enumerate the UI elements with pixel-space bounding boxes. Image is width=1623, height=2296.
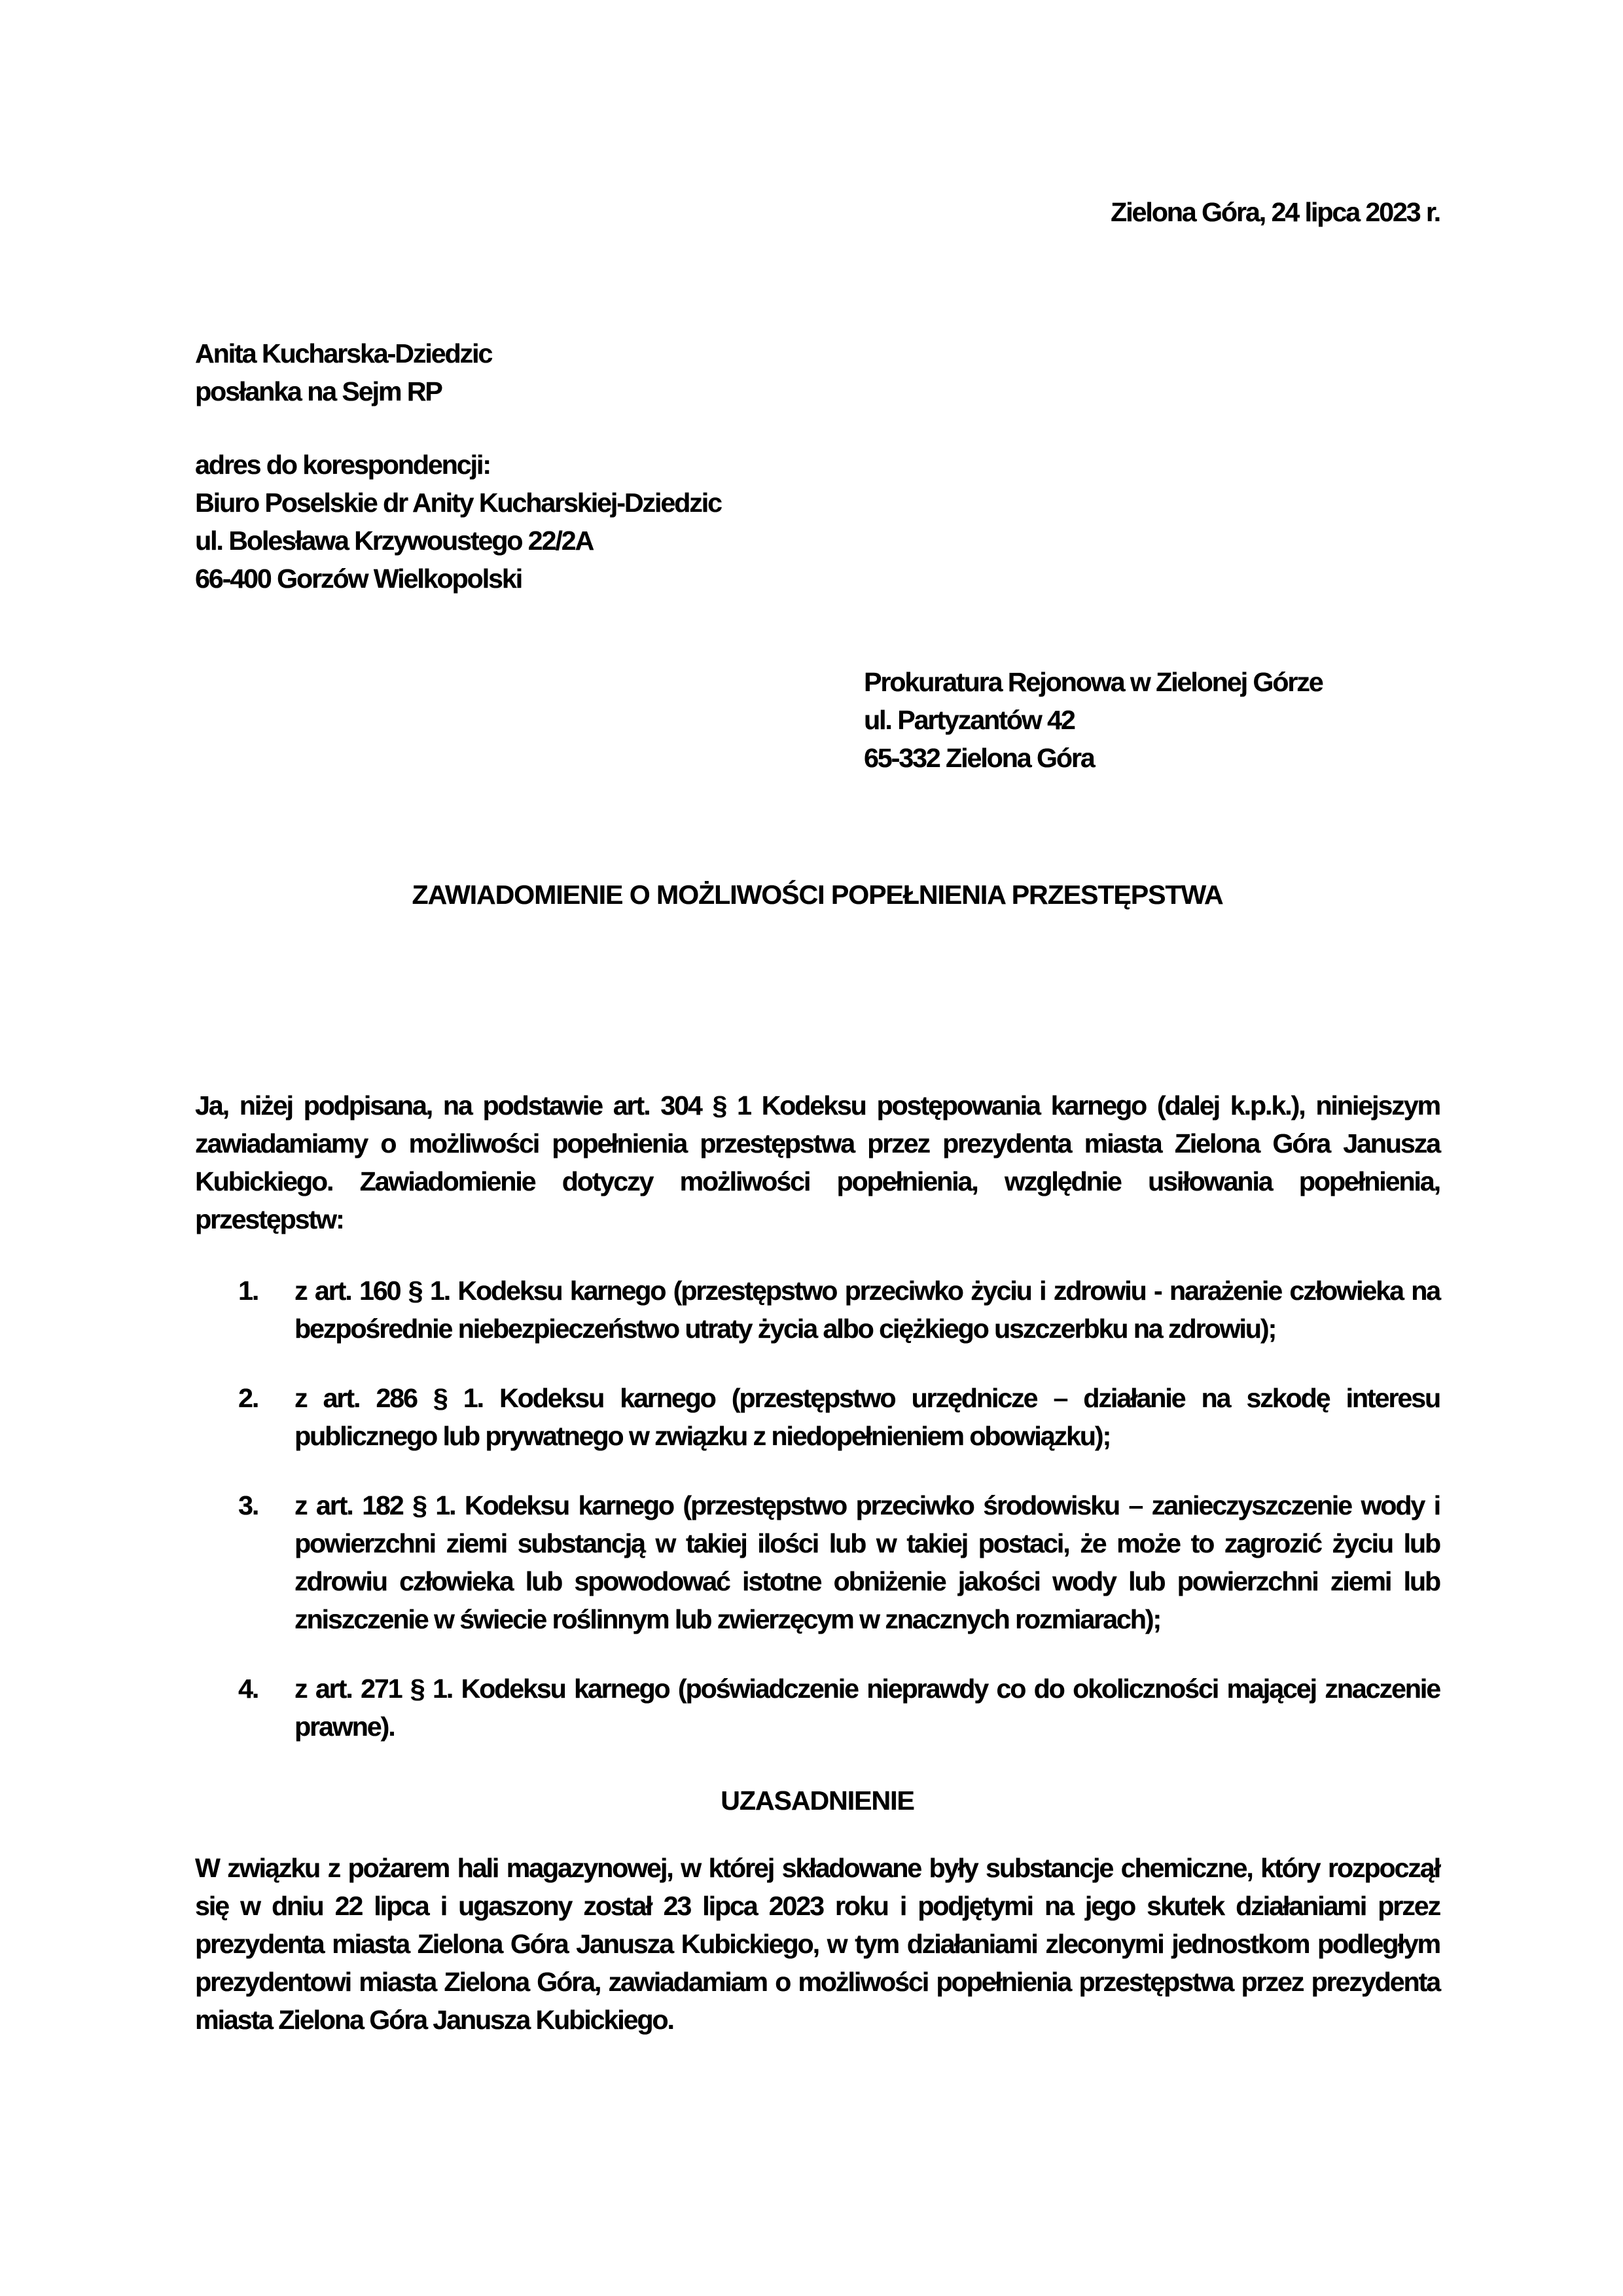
intro-paragraph: Ja, niżej podpisana, na podstawie art. 304 § 1 Kodeksu postępowania karnego (dalej k.p.k.), niniejszym zawiadamiamy o możliwości popełnienia przestępstwa przez prezydenta miasta Zielona Góra Janusza Kubickiego. Zawiadomienie dotyczy możliwości popełnienia, względnie usiłowania popełnienia, przestępstw: <box>195 1090 1440 1234</box>
offense-item: z art. 160 § 1. Kodeksu karnego (przestępstwo przeciwko życiu i zdrowiu - narażenie człowieka na bezpośrednie niebezpieczeństwo utraty życia albo ciężkiego uszczerbku na zdrowiu); <box>294 1276 1440 1344</box>
sender-address-line: 66-400 Gorzów Wielkopolski <box>195 564 522 594</box>
sender-name: Anita Kucharska-Dziedzic <box>195 338 492 368</box>
justification-heading: UZASADNIENIE <box>721 1785 914 1816</box>
recipient-block <box>864 663 1323 777</box>
document-title: ZAWIADOMIENIE O MOŻLIWOŚCI POPEŁNIENIA PRZESTĘPSTWA <box>412 880 1223 910</box>
date-line: Zielona Góra, 24 lipca 2023 r. <box>1111 197 1440 227</box>
recipient-line: 65-332 Zielona Góra <box>864 743 1094 773</box>
sender-role: posłanka na Sejm RP <box>195 376 442 406</box>
offense-item: z art. 182 § 1. Kodeksu karnego (przestępstwo przeciwko środowisku – zanieczyszczenie wody i powierzchni ziemi substancją w takiej ilości lub w takiej postaci, że może to zagrozić życiu lub zdrowiu człowieka lub spowodować istotne obniżenie jakości wody lub powierzchni ziemi lub zniszczenie w świecie roślinnym lub zwierzęcym w znacznych rozmiarach); <box>294 1490 1440 1634</box>
offense-list <box>195 1272 1440 1777</box>
offense-item: z art. 271 § 1. Kodeksu karnego (poświadczenie nieprawdy co do okoliczności mającej znaczenie prawne). <box>294 1674 1440 1742</box>
recipient-line: ul. Partyzantów 42 <box>864 705 1075 735</box>
sender-block <box>195 334 721 598</box>
correspondence-address-label: adres do korespondencji: <box>195 450 490 480</box>
offense-item: z art. 286 § 1. Kodeksu karnego (przestępstwo urzędnicze – działanie na szkodę interesu publicznego lub prywatnego w związku z niedopełnieniem obowiązku); <box>294 1383 1440 1451</box>
recipient-line: Prokuratura Rejonowa w Zielonej Górze <box>864 667 1323 697</box>
sender-address-line: ul. Bolesława Krzywoustego 22/2A <box>195 526 594 556</box>
sender-address-line: Biuro Poselskie dr Anity Kucharskiej-Dziedzic <box>195 488 721 518</box>
justification-paragraph: W związku z pożarem hali magazynowej, w której składowane były substancje chemiczne, który rozpoczął się w dniu 22 lipca i ugaszony został 23 lipca 2023 roku i podjętymi na jego skutek działaniami przez prezydenta miasta Zielona Góra Janusza Kubickiego, w tym działaniami zleconymi jednostkom podległym prezydentowi miasta Zielona Góra, zawiadamiam o możliwości popełnienia przestępstwa przez prezydenta miasta Zielona Góra Janusza Kubickiego. <box>195 1853 1440 2035</box>
